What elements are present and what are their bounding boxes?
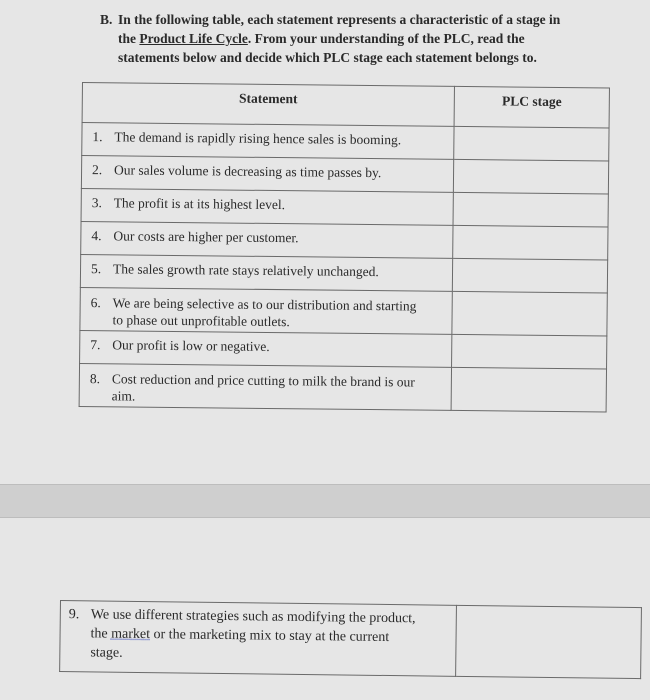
- row-number: 6.: [90, 295, 101, 311]
- row-statement-line-2-start: the: [90, 626, 112, 642]
- row-statement-line-2-end: or the marketing mix to stay at the current: [149, 627, 390, 646]
- row-number: 8.: [89, 371, 101, 387]
- header-statement: Statement: [82, 83, 454, 127]
- plc-stage-cell[interactable]: [456, 605, 642, 678]
- plc-stage-cell[interactable]: [452, 258, 607, 293]
- instructions: [100, 10, 620, 67]
- row-statement: Our profit is low or negative.: [112, 337, 270, 354]
- table-row: [81, 156, 608, 195]
- row-number: 5.: [90, 261, 102, 277]
- row-statement: Cost reduction and price cutting to milk the brand is our: [111, 371, 415, 390]
- table-row: [80, 254, 607, 293]
- header-plc-stage: PLC stage: [454, 86, 609, 128]
- table-row: [80, 287, 607, 336]
- plc-stage-cell[interactable]: [451, 367, 606, 412]
- row-statement: Our costs are higher per customer.: [113, 228, 299, 246]
- plc-stage-cell[interactable]: [453, 225, 608, 260]
- row-statement: We are being selective as to our distribution and starting: [112, 295, 417, 314]
- row-statement-cont: aim.: [111, 388, 136, 404]
- plc-stage-cell[interactable]: [452, 334, 607, 369]
- row-statement-cont: to phase out unprofitable outlets.: [112, 312, 290, 330]
- instructions-line-3: statements below and decide which PLC stage each statement belongs to.: [118, 50, 537, 65]
- row-number: 9.: [68, 607, 80, 623]
- plc-stage-cell[interactable]: [453, 192, 608, 227]
- row-statement-line-3: stage.: [90, 645, 123, 661]
- row-number: 2.: [92, 162, 103, 178]
- instructions-line-2-end: . From your understanding of the PLC, read the: [247, 31, 525, 46]
- table-row: [81, 188, 608, 227]
- table-row: [82, 123, 609, 162]
- plc-table: [79, 82, 610, 413]
- plc-link-text: Product Life Cycle: [139, 31, 248, 46]
- plc-table-continued: [59, 600, 642, 679]
- row-statement: The profit is at its highest level.: [113, 195, 286, 213]
- row-statement: The demand is rapidly rising hence sales is booming.: [114, 129, 402, 148]
- instructions-line-1: In the following table, each statement represents a characteristic of a stage in: [118, 12, 561, 27]
- row-number: 7.: [90, 337, 101, 353]
- table-row: [81, 221, 608, 260]
- row-number: 4.: [91, 228, 102, 244]
- plc-stage-cell[interactable]: [453, 159, 608, 194]
- section-label: B.: [100, 12, 113, 27]
- row-statement: We use different strategies such as modifying the product,: [90, 607, 416, 627]
- page-break-band: [0, 484, 650, 518]
- plc-stage-cell[interactable]: [454, 126, 609, 161]
- plc-stage-cell[interactable]: [452, 291, 607, 336]
- table-row: [60, 601, 642, 679]
- row-statement: The sales growth rate stays relatively unchanged.: [112, 261, 379, 280]
- spellcheck-word: market: [111, 626, 151, 643]
- table-row: [80, 330, 607, 369]
- row-number: 1.: [92, 129, 103, 145]
- table-row: [79, 363, 606, 412]
- row-statement: Our sales volume is decreasing as time passes by.: [114, 162, 382, 181]
- instructions-line-2-start: the: [118, 31, 140, 46]
- row-number: 3.: [91, 195, 102, 211]
